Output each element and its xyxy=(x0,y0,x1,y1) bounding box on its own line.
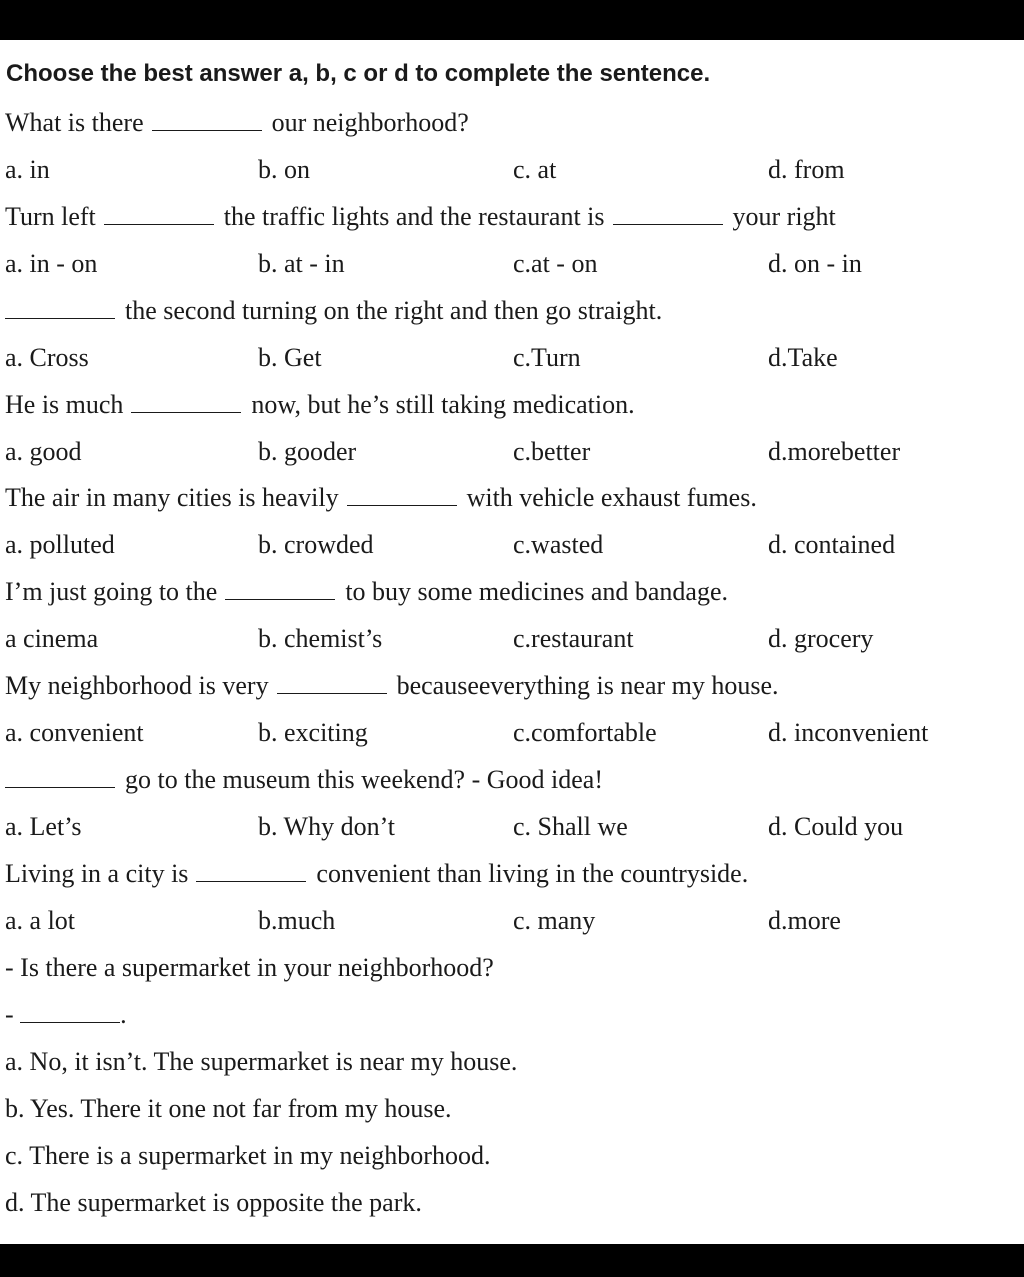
question-text: What is there xyxy=(5,108,144,137)
answer-blank xyxy=(196,881,306,882)
option-c[interactable]: c.comfortable xyxy=(513,718,657,747)
question-3 xyxy=(5,296,662,326)
option-d[interactable]: d.morebetter xyxy=(768,437,901,466)
option-b[interactable]: b. at - in xyxy=(258,249,345,278)
option-d[interactable]: d. on - in xyxy=(768,249,862,278)
question-8 xyxy=(5,765,603,795)
question-2 xyxy=(5,202,836,232)
option-c[interactable]: c.Turn xyxy=(513,343,581,372)
option-b[interactable]: b. on xyxy=(258,155,310,184)
answer-blank xyxy=(104,224,214,225)
option-a[interactable]: a. a lot xyxy=(5,906,76,935)
answer-blank xyxy=(225,599,335,600)
option-a[interactable]: a. convenient xyxy=(5,718,144,747)
option-a[interactable]: a. No, it isn’t. The supermarket is near my house. xyxy=(5,1047,518,1076)
question-text: your right xyxy=(732,202,836,231)
question-text: the traffic lights and the restaurant is xyxy=(223,202,605,231)
option-d[interactable]: d. grocery xyxy=(768,624,874,653)
question-10-prompt: - Is there a supermarket in your neighborhood? xyxy=(5,953,494,982)
question-9 xyxy=(5,859,748,889)
question-7 xyxy=(5,671,779,701)
option-a[interactable]: a. polluted xyxy=(5,530,115,559)
option-b[interactable]: b. Why don’t xyxy=(258,812,395,841)
question-text: I’m just going to the xyxy=(5,577,218,606)
option-b[interactable]: b. gooder xyxy=(258,437,357,466)
option-b[interactable]: b. Get xyxy=(258,343,322,372)
option-b[interactable]: b. chemist’s xyxy=(258,624,383,653)
option-a[interactable]: a. Let’s xyxy=(5,812,82,841)
question-text: becauseeverything is near my house. xyxy=(396,671,779,700)
answer-blank xyxy=(20,1022,120,1023)
option-c[interactable]: c. many xyxy=(513,906,596,935)
option-d[interactable]: d. inconvenient xyxy=(768,718,929,747)
option-c[interactable]: c.at - on xyxy=(513,249,598,278)
answer-blank xyxy=(5,787,115,788)
answer-blank xyxy=(152,130,262,131)
answer-blank xyxy=(347,505,457,506)
option-a[interactable]: a. in xyxy=(5,155,50,184)
answer-blank xyxy=(277,693,387,694)
question-5 xyxy=(5,483,757,513)
question-10-answer-line xyxy=(5,1000,127,1030)
option-b[interactable]: b.much xyxy=(258,906,336,935)
period: . xyxy=(120,1000,127,1029)
question-text: Turn left xyxy=(5,202,96,231)
question-text: convenient than living in the countryside. xyxy=(316,859,749,888)
option-d[interactable]: d. from xyxy=(768,155,845,184)
option-b[interactable]: b. crowded xyxy=(258,530,374,559)
question-text: the second turning on the right and then go straight. xyxy=(125,296,663,325)
option-c[interactable]: c.better xyxy=(513,437,591,466)
instructions-title: Choose the best answer a, b, c or d to complete the sentence. xyxy=(6,60,711,87)
answer-blank xyxy=(131,412,241,413)
option-d[interactable]: d. contained xyxy=(768,530,896,559)
question-text: our neighborhood? xyxy=(271,108,469,137)
question-text: The air in many cities is heavily xyxy=(5,483,339,512)
question-text: My neighborhood is very xyxy=(5,671,269,700)
question-text: go to the museum this weekend? - Good idea! xyxy=(125,765,603,794)
option-c[interactable]: c. Shall we xyxy=(513,812,628,841)
answer-blank xyxy=(5,318,115,319)
option-a[interactable]: a. Cross xyxy=(5,343,89,372)
option-d[interactable]: d.more xyxy=(768,906,841,935)
question-6 xyxy=(5,577,728,607)
question-text: to buy some medicines and bandage. xyxy=(345,577,729,606)
question-text: He is much xyxy=(5,390,124,419)
option-a[interactable]: a. good xyxy=(5,437,82,466)
option-b[interactable]: b. Yes. There it one not far from my house. xyxy=(5,1094,452,1123)
worksheet-page xyxy=(0,40,1024,1244)
dash: - xyxy=(5,1000,21,1029)
question-text: with vehicle exhaust fumes. xyxy=(466,483,757,512)
option-c[interactable]: c.wasted xyxy=(513,530,604,559)
question-4 xyxy=(5,390,635,420)
question-text: Living in a city is xyxy=(5,859,189,888)
option-a[interactable]: a cinema xyxy=(5,624,99,653)
option-c[interactable]: c. There is a supermarket in my neighborhood. xyxy=(5,1141,491,1170)
option-b[interactable]: b. exciting xyxy=(258,718,368,747)
option-c[interactable]: c.restaurant xyxy=(513,624,634,653)
option-d[interactable]: d. Could you xyxy=(768,812,904,841)
question-text: now, but he’s still taking medication. xyxy=(251,390,635,419)
option-c[interactable]: c. at xyxy=(513,155,557,184)
option-d[interactable]: d. The supermarket is opposite the park. xyxy=(5,1188,422,1217)
option-a[interactable]: a. in - on xyxy=(5,249,98,278)
answer-blank xyxy=(613,224,723,225)
option-d[interactable]: d.Take xyxy=(768,343,838,372)
question-1 xyxy=(5,108,469,138)
